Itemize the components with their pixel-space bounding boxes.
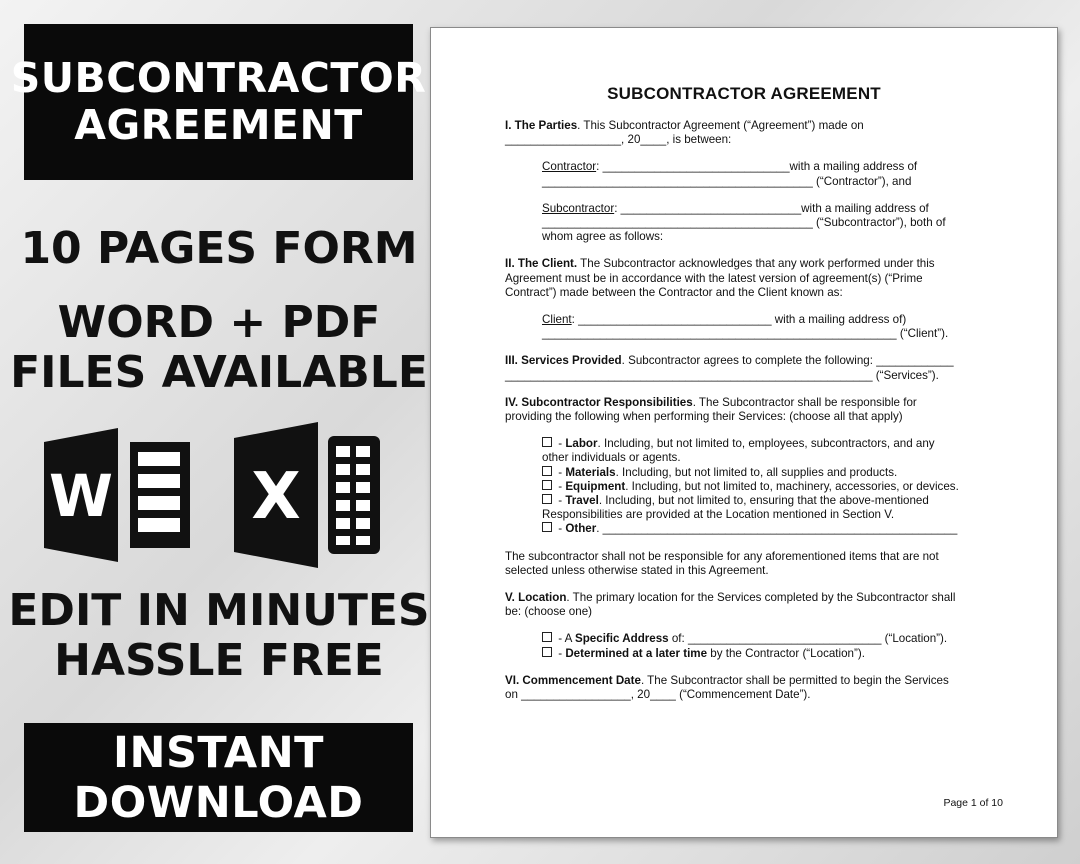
option-later-time xyxy=(542,647,995,661)
option-dash: - xyxy=(555,646,566,660)
subcontractor-block xyxy=(542,202,995,245)
excel-icon xyxy=(234,422,382,568)
option-other xyxy=(542,522,995,536)
section-heading: IV. Subcontractor Responsibilities xyxy=(505,395,693,409)
file-formats-line: WORD + PDF xyxy=(57,297,381,348)
section-text: . This Subcontractor Agreement (“Agreement”) made on xyxy=(577,119,864,132)
client-line: _______________________________________________________ (“Client”). xyxy=(542,327,949,341)
section-heading: III. Services Provided xyxy=(505,354,622,368)
banner-line: SUBCONTRACTOR xyxy=(10,54,427,102)
banner-line: INSTANT xyxy=(112,727,325,778)
option-text: . Including, but not limited to, machinery, accessories, or devices. xyxy=(625,479,959,493)
option-text: . Including, but not limited to, all supplies and products. xyxy=(615,465,898,479)
section-heading: VI. Commencement Date xyxy=(505,673,641,687)
travel-checkbox[interactable] xyxy=(542,494,552,504)
subcontractor-line: __________________________________________ (“Subcontractor”), both of xyxy=(542,216,946,230)
contractor-line: : _____________________________with a mailing address of xyxy=(596,160,918,174)
section-text: be: (choose one) xyxy=(505,605,593,619)
document-body xyxy=(505,119,995,715)
option-travel xyxy=(542,494,995,508)
responsibility-note xyxy=(505,550,995,578)
location-options xyxy=(542,632,995,660)
specific-address-checkbox[interactable] xyxy=(542,632,552,642)
instant-download-banner xyxy=(24,723,413,832)
section-text: . The Subcontractor shall be responsible for xyxy=(692,395,917,409)
option-equipment xyxy=(542,480,995,494)
option-text: of: ______________________________ (“Location”). xyxy=(668,632,948,646)
edit-tagline-line: EDIT IN MINUTES xyxy=(8,585,430,636)
later-time-checkbox[interactable] xyxy=(542,647,552,657)
option-label: Materials xyxy=(565,465,616,479)
banner-line: AGREEMENT xyxy=(74,101,363,149)
option-text: - A xyxy=(555,632,575,646)
subcontractor-label: Subcontractor xyxy=(542,201,615,215)
option-labor xyxy=(542,437,995,451)
file-formats-text xyxy=(0,298,438,398)
contractor-label: Contractor xyxy=(542,160,597,174)
section-text: providing the following when performing their Services: (choose all that apply) xyxy=(505,410,903,424)
note-text: The subcontractor shall not be responsible for any aforementioned items that are not xyxy=(505,549,939,563)
section-text: __________________, 20____, is between: xyxy=(505,133,732,147)
option-label: Specific Address xyxy=(574,632,669,646)
option-text: . Including, but not limited to, employees, subcontractors, and any xyxy=(597,437,935,451)
word-icon xyxy=(44,428,192,562)
option-dash: - xyxy=(555,465,566,479)
materials-checkbox[interactable] xyxy=(542,466,552,476)
section-text: _________________________________________________________ (“Services”). xyxy=(505,368,939,382)
option-text: by the Contractor (“Location”). xyxy=(707,646,865,660)
page-number: Page 1 of 10 xyxy=(943,797,1003,809)
client-block xyxy=(542,313,995,341)
client-label: Client xyxy=(542,313,572,327)
excel-icon-letter: X xyxy=(251,460,301,534)
option-label: Equipment xyxy=(565,479,626,493)
section-text: on _________________, 20____ (“Commencement Date”). xyxy=(505,688,811,702)
section-text: . Subcontractor agrees to complete the following: ____________ xyxy=(621,354,954,368)
option-dash: - xyxy=(555,479,566,493)
section-heading: II. The Client. xyxy=(505,257,578,271)
option-text: other individuals or agents. xyxy=(542,451,681,465)
section-commencement xyxy=(505,674,995,702)
subcontractor-line: whom agree as follows: xyxy=(542,230,664,244)
option-label: Other xyxy=(565,522,597,536)
section-text: Contract”) made between the Contractor and the Client known as: xyxy=(505,285,843,299)
option-text: . Including, but not limited to, ensuring that the above-mentioned xyxy=(598,494,929,508)
document-title: SUBCONTRACTOR AGREEMENT xyxy=(607,84,881,103)
section-responsibilities xyxy=(505,396,995,424)
section-text: . The primary location for the Services completed by the Subcontractor shall xyxy=(566,591,956,605)
option-dash: - xyxy=(555,522,566,536)
section-parties xyxy=(505,119,995,147)
option-label: Determined at a later time xyxy=(565,646,708,660)
banner-line: DOWNLOAD xyxy=(73,777,364,828)
document-page xyxy=(430,27,1058,838)
pages-count-text: 10 PAGES FORM xyxy=(20,223,418,274)
other-checkbox[interactable] xyxy=(542,522,552,532)
section-text: Agreement must be in accordance with the latest version of agreement(s) (“Prime xyxy=(505,271,923,285)
option-text: Responsibilities are provided at the Location mentioned in Section V. xyxy=(542,508,895,522)
top-title-banner xyxy=(10,24,427,180)
contractor-block xyxy=(542,160,995,188)
option-dash: - xyxy=(555,494,566,508)
section-heading: V. Location xyxy=(505,591,567,605)
option-text: . _______________________________________________________ xyxy=(596,522,958,536)
note-text: selected unless otherwise stated in this Agreement. xyxy=(505,563,769,577)
option-specific-address xyxy=(542,632,995,646)
edit-tagline xyxy=(0,586,438,686)
responsibility-options xyxy=(542,437,995,536)
section-text: The Subcontractor acknowledges that any work performed under this xyxy=(577,257,935,271)
subcontractor-line: : ____________________________with a mailing address of xyxy=(614,201,929,215)
section-services xyxy=(505,354,995,382)
file-formats-line: FILES AVAILABLE xyxy=(10,347,428,398)
option-label: Travel xyxy=(565,494,599,508)
word-icon-letter: W xyxy=(49,462,113,530)
option-dash: - xyxy=(555,437,566,451)
client-line: : ______________________________ with a mailing address of) xyxy=(571,313,907,327)
option-label: Labor xyxy=(565,437,598,451)
section-client xyxy=(505,257,995,300)
contractor-line: __________________________________________ (“Contractor”), and xyxy=(542,174,912,188)
section-location xyxy=(505,591,995,619)
edit-tagline-line: HASSLE FREE xyxy=(54,635,384,686)
labor-checkbox[interactable] xyxy=(542,437,552,447)
option-materials xyxy=(542,466,995,480)
section-heading: I. The Parties xyxy=(505,119,578,132)
equipment-checkbox[interactable] xyxy=(542,480,552,490)
section-text: . The Subcontractor shall be permitted to begin the Services xyxy=(640,673,949,687)
